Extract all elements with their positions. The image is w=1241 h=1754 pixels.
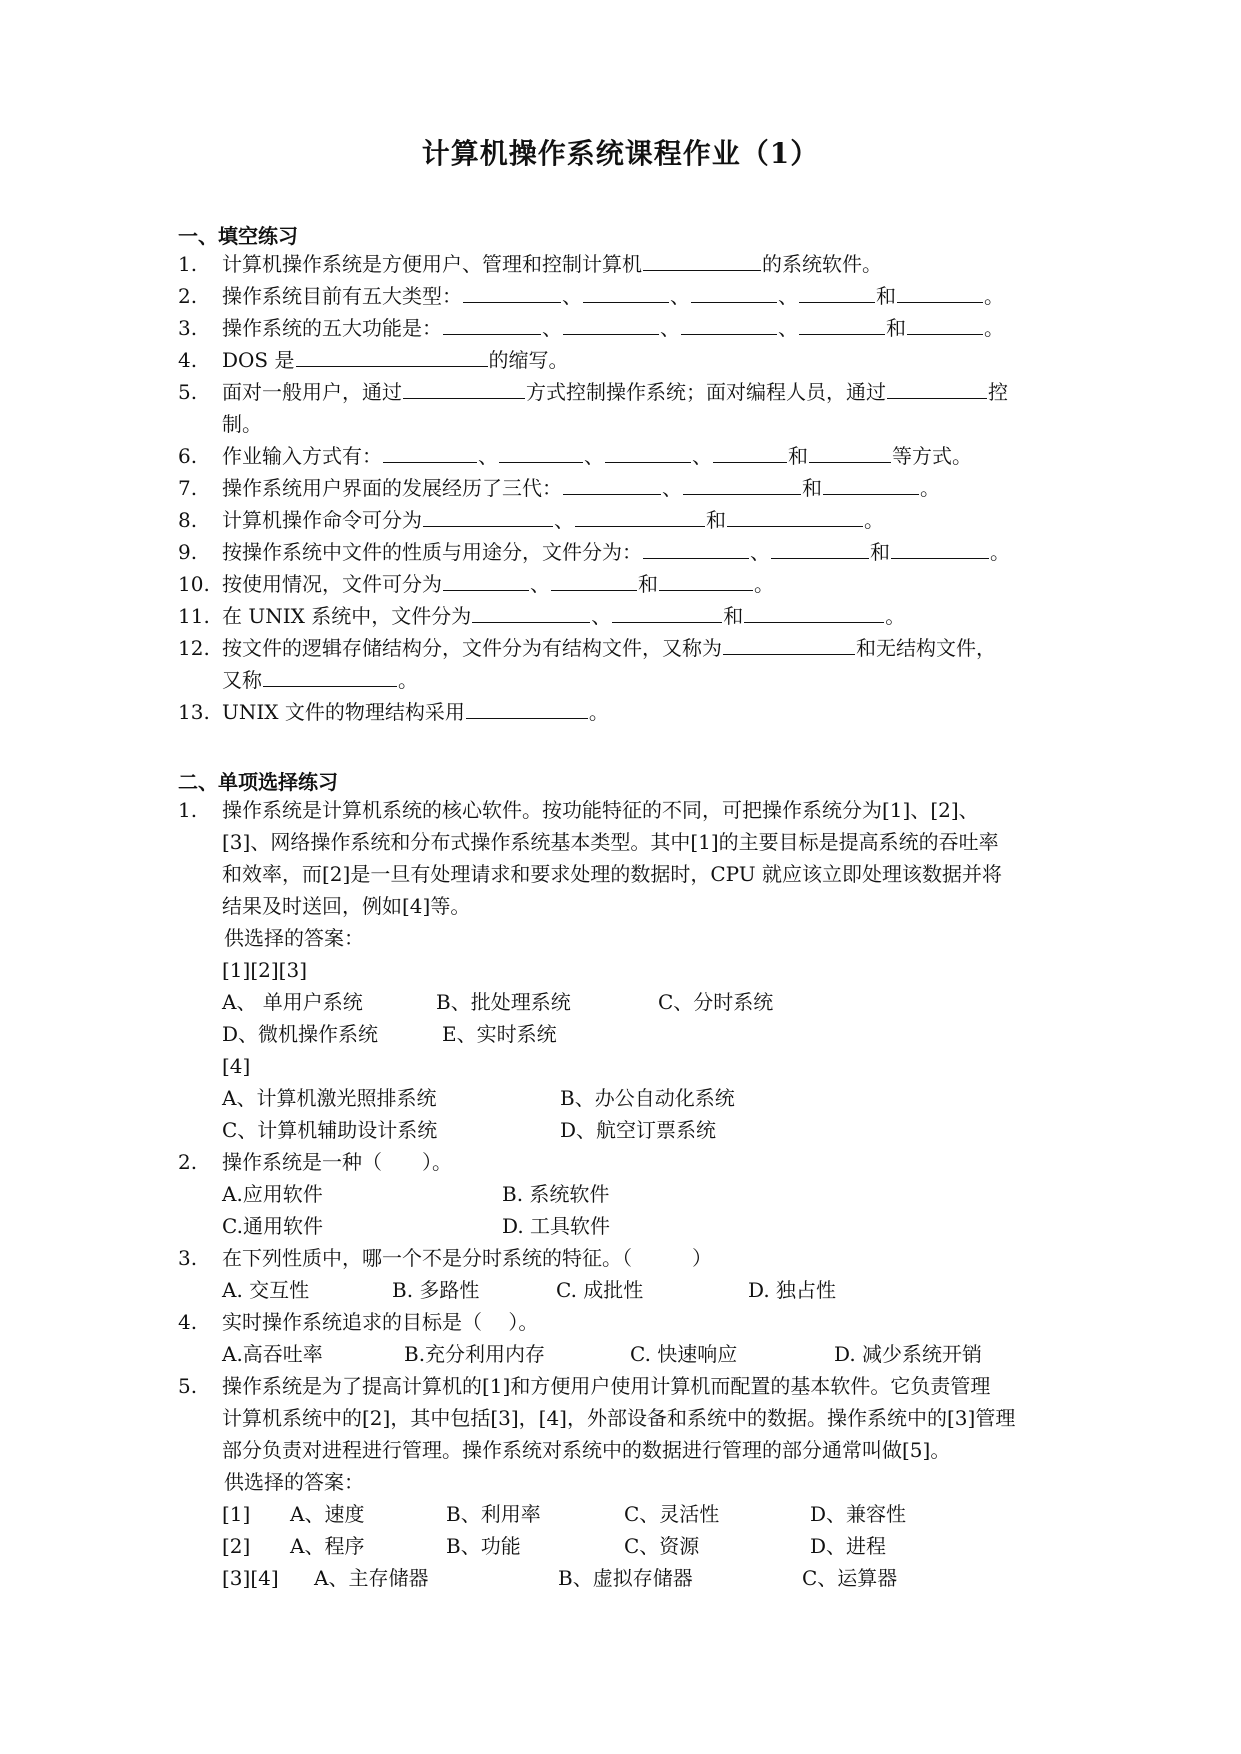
list-item: 4. DOS 是 的缩写。 (0, 344, 1241, 376)
page-title: 计算机操作系统课程作业（1） (421, 137, 820, 170)
option-d[interactable]: D. 工具软件 (502, 1214, 611, 1238)
option-row (0, 1274, 1241, 1306)
option-b[interactable]: B. 系统软件 (502, 1182, 610, 1206)
answer-blank[interactable] (823, 472, 919, 495)
answer-blank[interactable] (296, 344, 488, 367)
section-heading-single-choice: 二、单项选择练习 (178, 770, 338, 794)
option-row (0, 1114, 1241, 1146)
answer-blank[interactable] (612, 600, 722, 623)
option-d[interactable]: D. 独占性 (748, 1278, 837, 1302)
option-d[interactable]: D、航空订票系统 (560, 1118, 717, 1142)
list-item: 3. 操作系统的五大功能是： 、 、 、 和 。 (0, 312, 1241, 344)
list-item-continuation: 制。 (222, 412, 262, 436)
answer-blank[interactable] (472, 600, 590, 623)
option-a[interactable]: A.应用软件 (222, 1182, 323, 1206)
answer-blank[interactable] (799, 312, 885, 335)
list-item: 1. 计算机操作系统是方便用户、管理和控制计算机 的系统软件。 (0, 248, 1241, 280)
answer-blank[interactable] (583, 280, 669, 303)
option-a[interactable]: A、速度 (290, 1502, 365, 1526)
option-row (0, 1210, 1241, 1242)
option-d[interactable]: D. 减少系统开销 (834, 1342, 983, 1366)
list-item: 9. 按操作系统中文件的性质与用途分，文件分为： 、 和 。 (0, 536, 1241, 568)
answer-blank[interactable] (891, 536, 989, 559)
option-c[interactable]: C.通用软件 (222, 1214, 323, 1238)
answer-blank[interactable] (887, 376, 987, 399)
question-3: 3. 在下列性质中，哪一个不是分时系统的特征。（ ） (178, 1246, 712, 1270)
option-a[interactable]: A、 单用户系统 (222, 990, 363, 1014)
option-c[interactable]: C、计算机辅助设计系统 (222, 1118, 438, 1142)
option-b[interactable]: B.充分利用内存 (404, 1342, 546, 1366)
answer-blank[interactable] (263, 664, 397, 687)
answer-blank[interactable] (713, 440, 787, 463)
answer-group-label: [2] (222, 1534, 251, 1558)
answer-blank[interactable] (643, 248, 761, 271)
option-b[interactable]: B、功能 (446, 1534, 521, 1558)
answer-group-label: [1][2][3] (222, 958, 307, 982)
option-row (0, 1338, 1241, 1370)
answers-label: 供选择的答案： (224, 1470, 364, 1494)
list-item: 12. 按文件的逻辑存储结构分，文件分为有结构文件，又称为 和无结构文件， (0, 632, 1241, 664)
document-page: 计算机操作系统课程作业（1） 一、填空练习 1. 计算机操作系统是方便用户、管理和控制计算机 的系统软件。 2. 操作系统目前有五大类型： 、 、 、 和 。 3. 操作系统的五大功能是： 、 、 、 和 。 4. DOS 是 的缩写。 5. 面对一般用户，通过 方式控制操作系统；面对编程人员，通过 控 制。 6. 作业输入方式有： 、 、 、 和 等方式。 7. 操作系统用户界面的发展经历了三代： 、 和 。 8. 计算机操作命令可分为 、 和 。 9. 按操作系统中文件的性质与用途分，文件分为： 、 和 。 10. 按使用情况，文件可分为 、 和 。 11. 在 UNIX 系统中，文件分为 、 和 。 12. 按文件的逻辑存储结构分，文件分为有结构文件，又称为 和无结构文件， 又称 。 13. UNIX 文件的物理结构采用 。 二、单项选择练习 1. 操作系统是计算机系统的核心软件。按功能特征的不同，可把操作系统分为[1]、[2]、 [3]、网络操作系统和分布式操作系统基本类型。其中[1]的主要目标是提高系统的吞吐率 和效率，而[2]是一旦有处理请求和要求处理的数据时，CPU 就应该立即处理该数据并将 结果及时送回，例如[4]等。 供选择的答案： [1][2][3] A、 单用户系统 B、批处理系统 C、分时系统 D、微机操作系统 E、实时系统 [4] A、计算机激光照排系统 B、办公自动化系统 C、计算机辅助设计系统 D、航空订票系统 2. 操作系统是一种（ ）。 A.应用软件 B. 系统软件 C.通用软件 D. 工具软件 3. 在下列性质中，哪一个不是分时系统的特征。（ ） A. 交互性 B. 多路性 C. 成批性 D. 独占性 4. 实时操作系统追求的目标是（ ）。 A.高吞吐率 B.充分利用内存 C. 快速响应 D. 减少系统开销 5. 操作系统是为了提高计算机的[1]和方便用户使用计算机而配置的基本软件。它负责管理 计算机系统中的[2]，其中包括[3]，[4]，外部设备和系统中的数据。操作系统中的[3]管理 部分负责对进程进行管理。操作系统对系统中的数据进行管理的部分通常叫做[5]。 供选择的答案： [1] A、速度 B、利用率 C、灵活性 D、兼容性 [2] A、程序 B、功能 C、资源 D、进程 [3][4] A、主存储器 B、虚拟存储器 C、运算器 (0, 0, 1241, 1754)
option-b[interactable]: B、利用率 (446, 1502, 541, 1526)
option-c[interactable]: C、运算器 (802, 1566, 898, 1590)
option-b[interactable]: B、办公自动化系统 (560, 1086, 735, 1110)
answer-blank[interactable] (897, 280, 983, 303)
option-b[interactable]: B、虚拟存储器 (558, 1566, 693, 1590)
option-row (0, 1082, 1241, 1114)
answer-blank[interactable] (403, 376, 525, 399)
answer-blank[interactable] (643, 536, 749, 559)
option-a[interactable]: A. 交互性 (222, 1278, 310, 1302)
answer-blank[interactable] (691, 280, 777, 303)
answer-blank[interactable] (744, 600, 884, 623)
answer-blank[interactable] (799, 280, 875, 303)
answer-blank[interactable] (423, 504, 553, 527)
list-item: 7. 操作系统用户界面的发展经历了三代： 、 和 。 (0, 472, 1241, 504)
option-c[interactable]: C、灵活性 (624, 1502, 720, 1526)
answer-blank[interactable] (727, 504, 863, 527)
option-d[interactable]: D、进程 (810, 1534, 887, 1558)
question-5: 5. 操作系统是为了提高计算机的[1]和方便用户使用计算机而配置的基本软件。它负责管理 (178, 1374, 991, 1398)
list-item: 11. 在 UNIX 系统中，文件分为 、 和 。 (0, 600, 1241, 632)
option-d[interactable]: D、微机操作系统 (222, 1022, 379, 1046)
option-c[interactable]: C、资源 (624, 1534, 700, 1558)
option-c[interactable]: C. 快速响应 (630, 1342, 738, 1366)
answer-blank[interactable] (383, 440, 477, 463)
section-heading-fill-in: 一、填空练习 (178, 224, 298, 248)
answer-blank[interactable] (659, 568, 753, 591)
option-row (0, 1530, 1241, 1562)
option-c[interactable]: C、分时系统 (658, 990, 774, 1014)
option-a[interactable]: A、程序 (290, 1534, 365, 1558)
answers-label: 供选择的答案： (224, 926, 364, 950)
answer-blank[interactable] (563, 472, 661, 495)
list-item: 13. UNIX 文件的物理结构采用 。 (0, 696, 1241, 728)
question-4: 4. 实时操作系统追求的目标是（ ）。 (178, 1310, 539, 1334)
option-row (0, 1178, 1241, 1210)
question-2: 2. 操作系统是一种（ ）。 (178, 1150, 452, 1174)
list-item: 8. 计算机操作命令可分为 、 和 。 (0, 504, 1241, 536)
option-b[interactable]: B、批处理系统 (436, 990, 571, 1014)
answer-blank[interactable] (575, 504, 705, 527)
list-item-continuation: 又称 。 (0, 664, 1241, 696)
answer-group-label: [4] (222, 1054, 251, 1078)
answer-blank[interactable] (683, 472, 801, 495)
option-c[interactable]: C. 成批性 (556, 1278, 644, 1302)
option-row (0, 1018, 1241, 1050)
option-e[interactable]: E、实时系统 (442, 1022, 557, 1046)
option-row (0, 986, 1241, 1018)
answer-group-label: [3][4] (222, 1566, 279, 1590)
option-b[interactable]: B. 多路性 (392, 1278, 480, 1302)
question-1: 1. 操作系统是计算机系统的核心软件。按功能特征的不同，可把操作系统分为[1]、[2]、 (178, 798, 979, 822)
answer-group-label: [1] (222, 1502, 251, 1526)
option-a[interactable]: A、计算机激光照排系统 (222, 1086, 437, 1110)
answer-blank[interactable] (809, 440, 891, 463)
answer-blank[interactable] (551, 568, 637, 591)
list-item: 10. 按使用情况，文件可分为 、 和 。 (0, 568, 1241, 600)
list-item: 6. 作业输入方式有： 、 、 、 和 等方式。 (0, 440, 1241, 472)
option-row (0, 1498, 1241, 1530)
answer-blank[interactable] (443, 312, 541, 335)
answer-blank[interactable] (463, 280, 561, 303)
answer-blank[interactable] (563, 312, 659, 335)
option-row (0, 1562, 1241, 1594)
option-a[interactable]: A、主存储器 (314, 1566, 429, 1590)
option-d[interactable]: D、兼容性 (810, 1502, 907, 1526)
answer-blank[interactable] (723, 632, 855, 655)
answer-blank[interactable] (907, 312, 983, 335)
answer-blank[interactable] (681, 312, 777, 335)
answer-blank[interactable] (499, 440, 583, 463)
option-a[interactable]: A.高吞吐率 (222, 1342, 323, 1366)
answer-blank[interactable] (605, 440, 691, 463)
answer-blank[interactable] (466, 696, 588, 719)
list-item: 2. 操作系统目前有五大类型： 、 、 、 和 。 (0, 280, 1241, 312)
answer-blank[interactable] (443, 568, 529, 591)
answer-blank[interactable] (771, 536, 869, 559)
list-item: 5. 面对一般用户，通过 方式控制操作系统；面对编程人员，通过 控 (0, 376, 1241, 408)
